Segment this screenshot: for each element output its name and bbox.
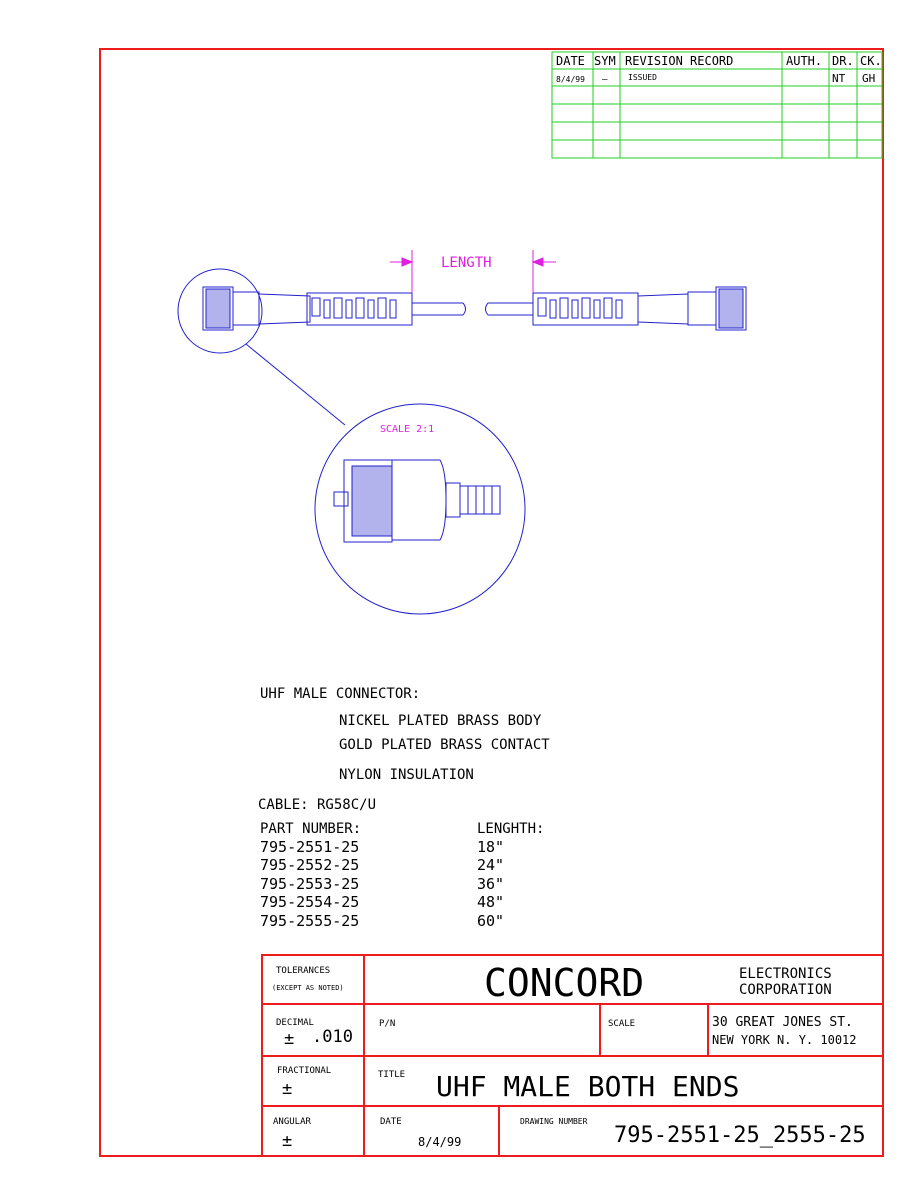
drawing-title: UHF MALE BOTH ENDS: [436, 1070, 740, 1103]
connector-heading: UHF MALE CONNECTOR:: [260, 686, 421, 702]
connector-line: GOLD PLATED BRASS CONTACT: [339, 737, 550, 753]
address-line-2: NEW YORK N. Y. 10012: [712, 1033, 857, 1047]
part-number: 795-2553-25: [260, 875, 360, 893]
scale-label: SCALE 2:1: [380, 424, 435, 435]
cable-spec: CABLE: RG58C/U: [258, 797, 377, 813]
revision-block: [552, 52, 882, 158]
date-label: DATE: [380, 1117, 402, 1127]
connector-line: NICKEL PLATED BRASS BODY: [339, 713, 542, 729]
part-number: 795-2551-25: [260, 838, 360, 856]
tolerances-label: TOLERANCES: [276, 966, 331, 976]
fractional-label: FRACTIONAL: [277, 1066, 332, 1076]
part-length: 36": [477, 875, 505, 893]
rev-header-auth: AUTH.: [786, 54, 823, 68]
pn-label: P/N: [379, 1019, 396, 1029]
date-value: 8/4/99: [418, 1135, 462, 1149]
scale-field-label: SCALE: [608, 1019, 636, 1029]
rev-header-record: REVISION RECORD: [625, 54, 734, 68]
part-number: 795-2552-25: [260, 856, 360, 874]
detail-view-circle: [315, 404, 525, 614]
except-noted-label: (EXCEPT AS NOTED): [272, 984, 344, 992]
length-label: LENGTH: [441, 255, 492, 271]
left-boot: [307, 293, 412, 325]
rev-row-ck: GH: [862, 72, 876, 85]
part-number: 795-2554-25: [260, 893, 360, 911]
part-number: 795-2555-25: [260, 912, 360, 930]
right-connector: [638, 287, 746, 330]
part-length: 60": [477, 912, 505, 930]
length-header: LENGHTH:: [477, 821, 545, 837]
enlarged-connector: [334, 460, 500, 542]
rev-header-date: DATE: [556, 54, 585, 68]
specifications: [258, 686, 550, 930]
company-sub-2: CORPORATION: [739, 982, 832, 998]
right-boot: [533, 293, 638, 325]
title-label: TITLE: [378, 1070, 406, 1080]
part-length: 24": [477, 856, 505, 874]
detail-leader-line: [246, 344, 345, 425]
rev-header-ck: CK.: [860, 54, 882, 68]
rev-row-dr: NT: [832, 72, 846, 85]
rev-row-sym: –: [602, 75, 608, 85]
title-block: [262, 955, 883, 1156]
part-number-header: PART NUMBER:: [260, 821, 362, 837]
cable-segment-right: [486, 303, 534, 315]
rev-row-date: 8/4/99: [556, 75, 585, 84]
rev-header-dr: DR.: [832, 54, 854, 68]
angular-plus-minus: ±: [282, 1131, 293, 1151]
drawing-number-label: DRAWING NUMBER: [520, 1117, 588, 1126]
rev-header-sym: SYM: [594, 54, 616, 68]
part-length: 48": [477, 893, 505, 911]
company-name: CONCORD: [484, 961, 645, 1005]
decimal-value: .010: [312, 1027, 353, 1047]
rev-row-record: ISSUED: [628, 73, 657, 82]
connector-line: NYLON INSULATION: [339, 767, 474, 783]
fractional-plus-minus: ±: [282, 1079, 293, 1099]
address-line-1: 30 GREAT JONES ST.: [712, 1015, 853, 1030]
part-length: 18": [477, 838, 505, 856]
cable-assembly: [178, 269, 746, 614]
drawing-number: 795-2551-25_2555-25: [614, 1123, 866, 1148]
left-connector: [203, 287, 310, 330]
company-sub-1: ELECTRONICS: [739, 966, 832, 982]
decimal-plus-minus: ±: [284, 1029, 295, 1049]
cable-segment-left: [412, 303, 466, 315]
decimal-label: DECIMAL: [276, 1018, 314, 1028]
angular-label: ANGULAR: [273, 1117, 311, 1127]
